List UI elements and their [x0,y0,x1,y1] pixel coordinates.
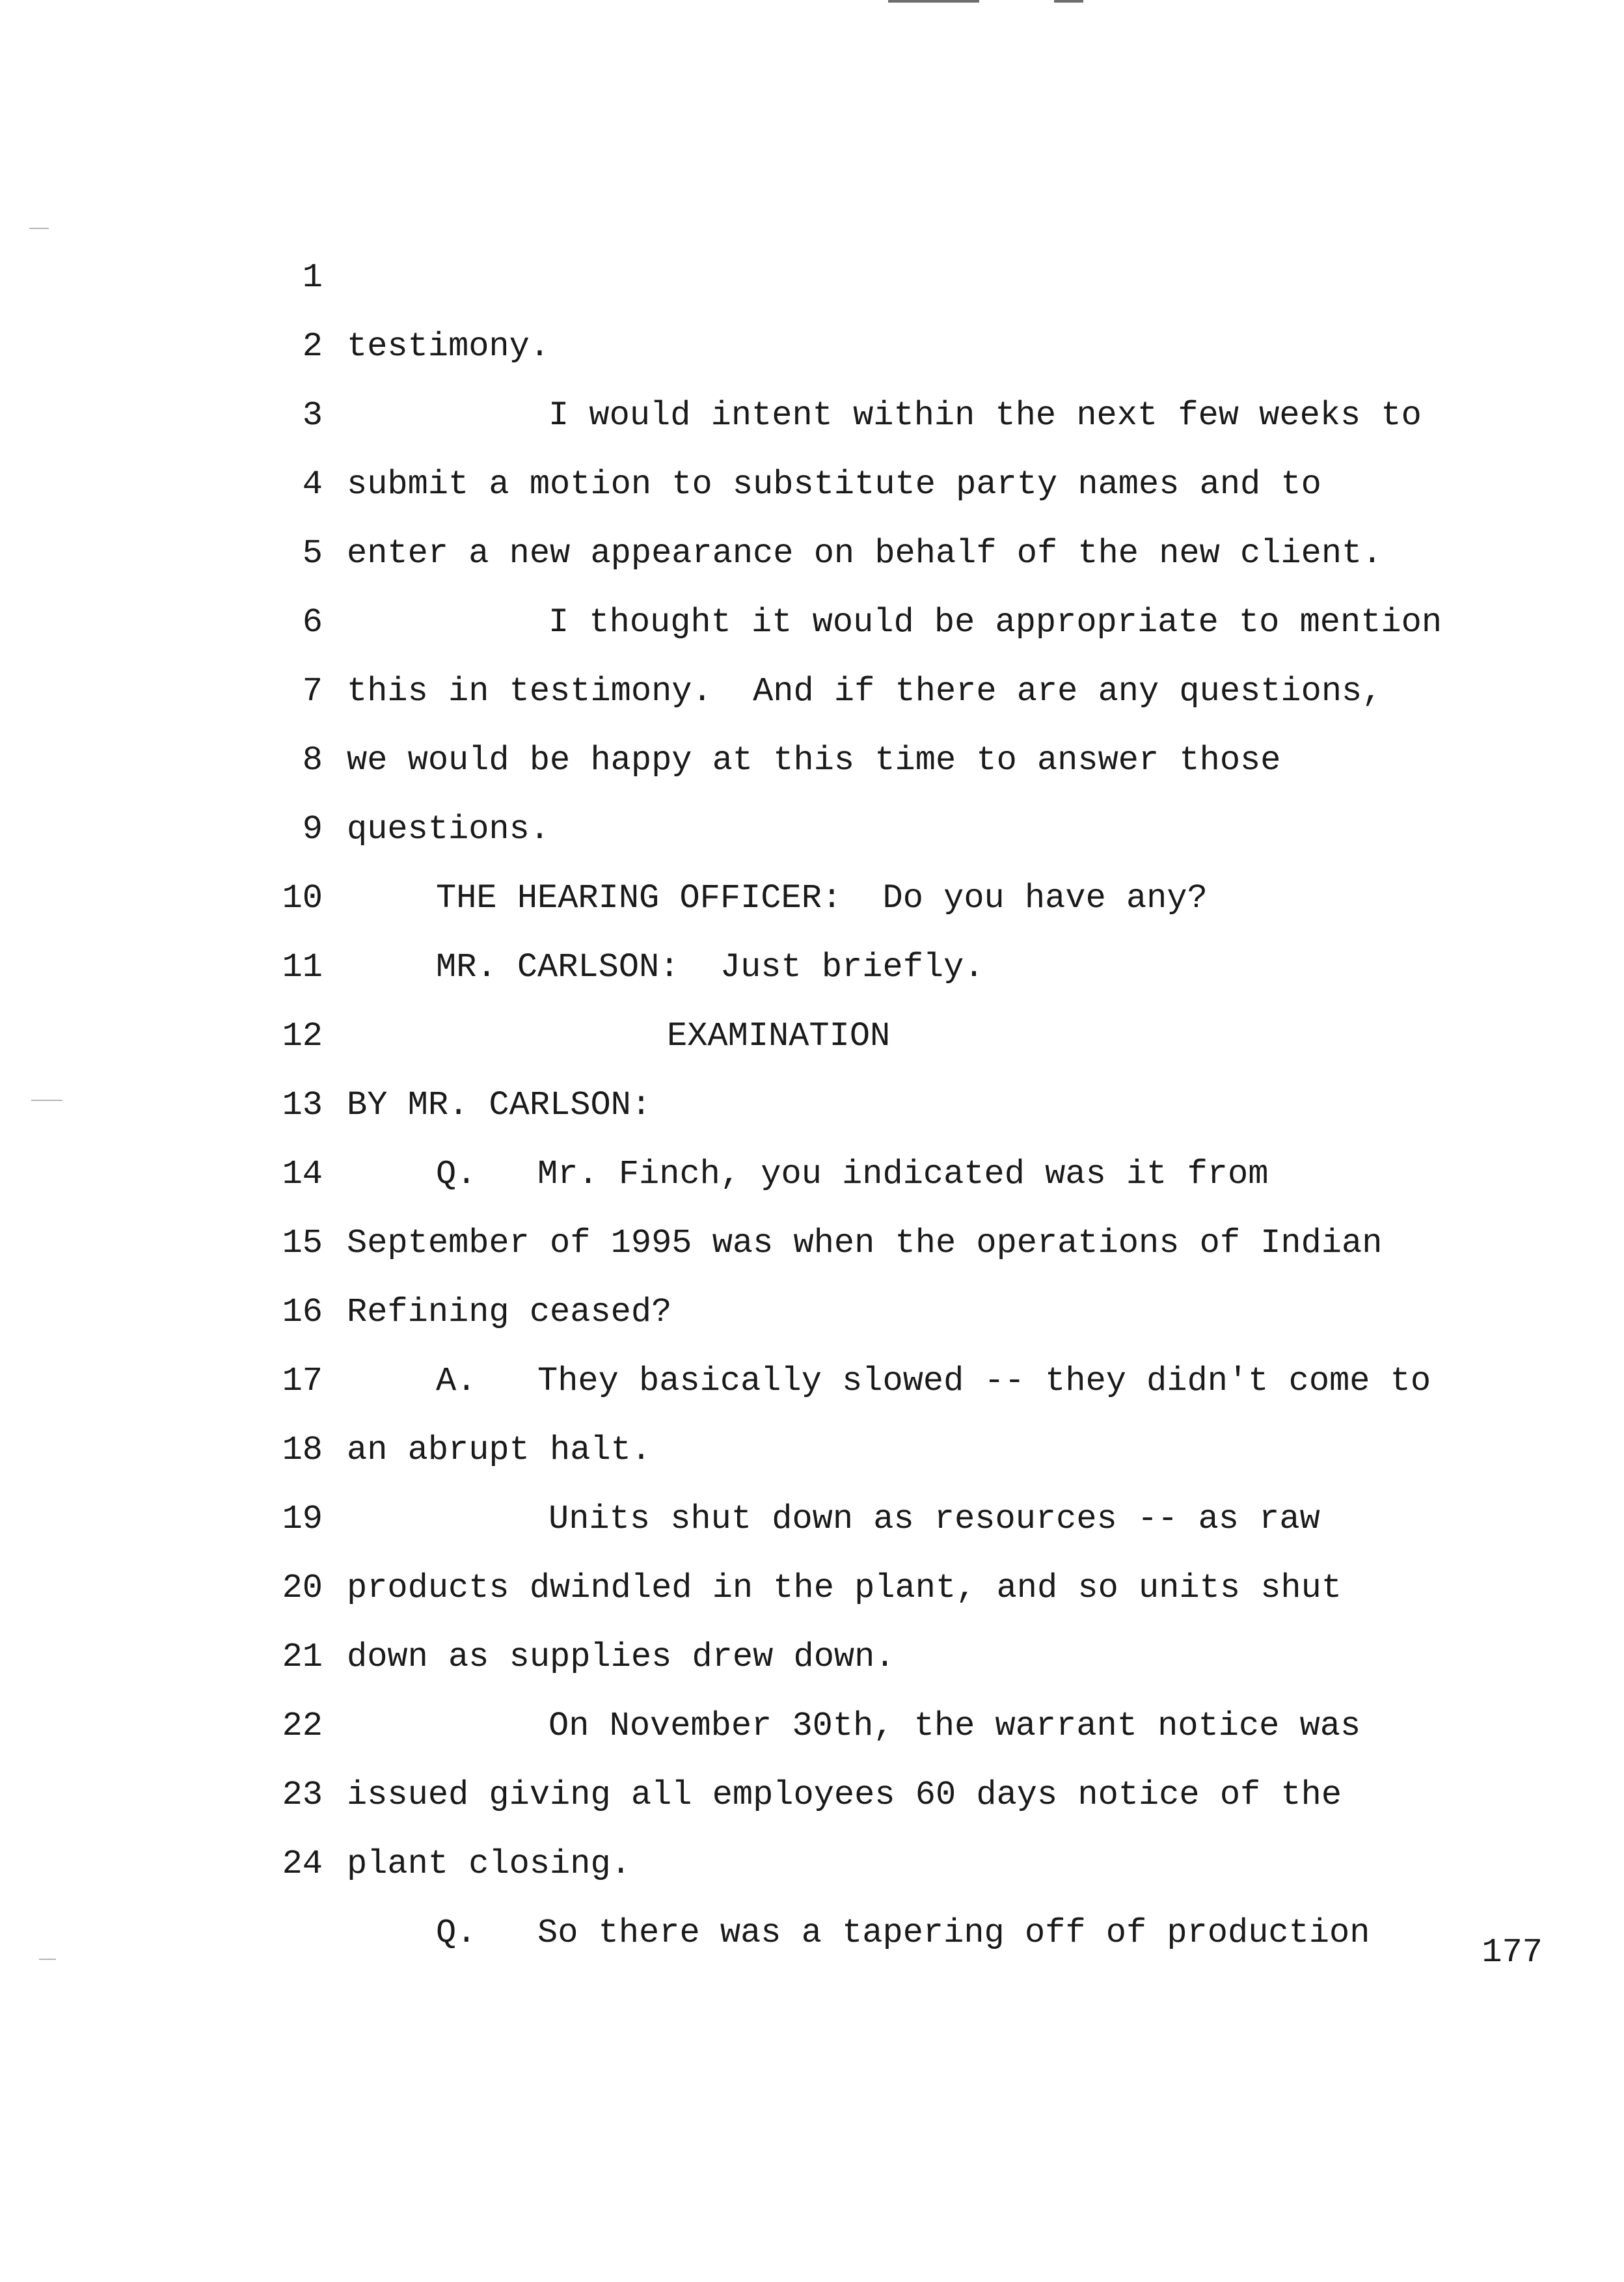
line-text: Units shut down as resources -- as raw [548,1500,1320,1538]
line-text: Q. So there was a tapering off of production [436,1914,1370,1952]
line-number: 17 [282,1362,323,1400]
line-number: 2 [302,327,323,366]
line-number: 1 [302,258,323,297]
top-edge-mark [1054,0,1083,3]
section-heading: EXAMINATION [667,1017,891,1055]
line-text: questions. [347,810,550,849]
line-number: 6 [302,603,323,642]
line-number: 9 [302,810,323,849]
line-text: On November 30th, the warrant notice was [548,1707,1361,1745]
line-number: 21 [282,1638,323,1676]
line-text: plant closing. [347,1845,631,1883]
line-text: this in testimony. And if there are any questions, [347,672,1383,711]
line-text: I would intent within the next few weeks to [548,396,1422,435]
line-text: issued giving all employees 60 days notice of the [347,1776,1342,1814]
line-text: I thought it would be appropriate to mention [548,603,1442,642]
transcript-line [0,174,1624,366]
line-text: submit a motion to substitute party names and to [347,465,1321,504]
line-number: 24 [282,1845,323,1883]
line-number: 11 [282,948,323,986]
line-text: testimony. [347,327,550,366]
line-text: enter a new appearance on behalf of the new client. [347,534,1383,573]
line-number: 5 [302,534,323,573]
line-text: Refining ceased? [347,1293,672,1331]
line-number: 3 [302,396,323,435]
line-text: THE HEARING OFFICER: Do you have any? [436,879,1208,917]
line-number: 13 [282,1086,323,1124]
line-text: September of 1995 was when the operations of Indian [347,1224,1383,1262]
line-number: 23 [282,1776,323,1814]
line-number: 19 [282,1500,323,1538]
line-text: BY MR. CARLSON: [347,1086,652,1124]
line-number: 15 [282,1224,323,1262]
line-number: 20 [282,1569,323,1607]
line-number: 7 [302,672,323,711]
line-number: 4 [302,465,323,504]
top-edge-mark [888,0,979,3]
line-number: 14 [282,1155,323,1193]
line-number: 8 [302,741,323,780]
line-number: 10 [282,879,323,917]
page-number: 177 [1482,1933,1543,1972]
line-number: 18 [282,1431,323,1469]
line-text: A. They basically slowed -- they didn't come to [436,1362,1431,1400]
line-text: an abrupt halt. [347,1431,652,1469]
line-number: 16 [282,1293,323,1331]
line-number: 22 [282,1707,323,1745]
line-text: we would be happy at this time to answer those [347,741,1281,780]
line-text: MR. CARLSON: Just briefly. [436,948,984,986]
line-text: Q. Mr. Finch, you indicated was it from [436,1155,1269,1193]
line-text: products dwindled in the plant, and so units shut [347,1569,1342,1607]
line-text: down as supplies drew down. [347,1638,895,1676]
line-number: 12 [282,1017,323,1055]
